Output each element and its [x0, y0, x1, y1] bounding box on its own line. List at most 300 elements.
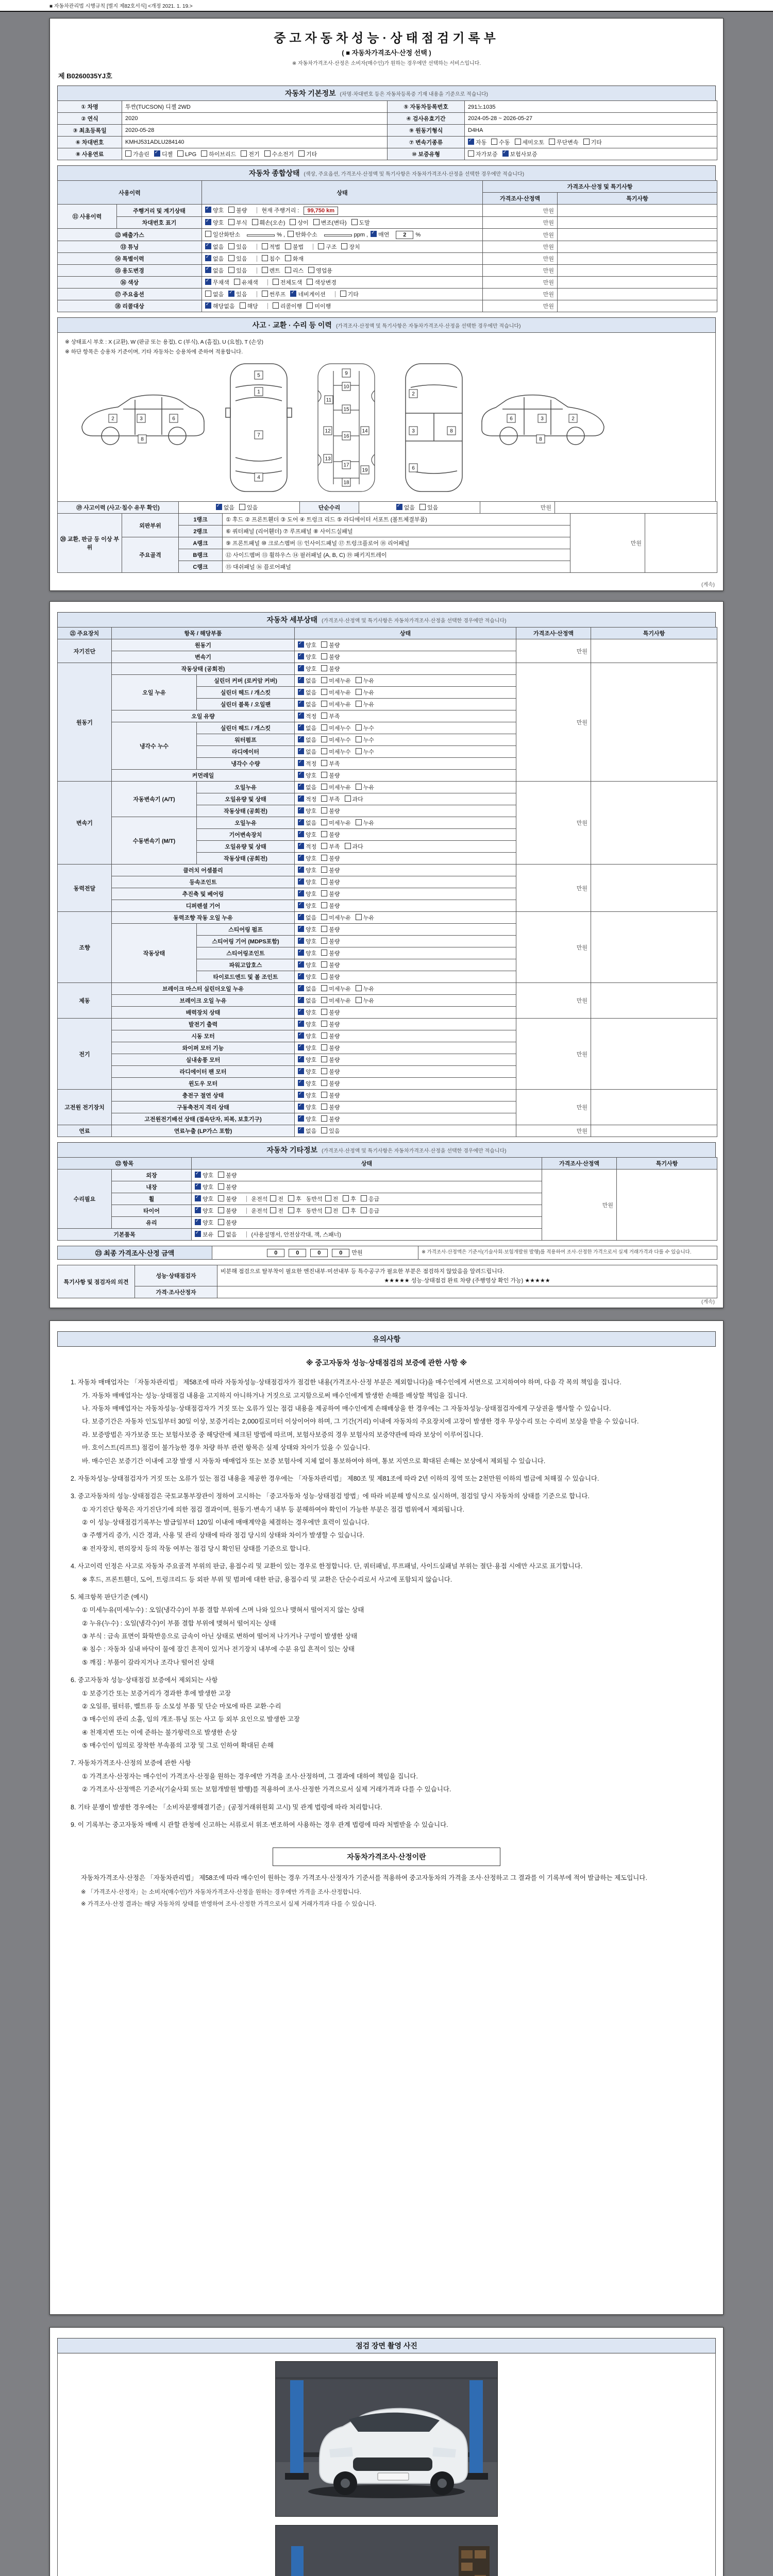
- checkbox-unchecked[interactable]: 불량: [321, 831, 340, 839]
- checkbox-unchecked[interactable]: 과다: [345, 795, 363, 803]
- checkbox-unchecked[interactable]: 적법: [262, 243, 280, 251]
- checkbox-unchecked[interactable]: 불량: [321, 961, 340, 969]
- checkbox-unchecked[interactable]: 불량: [321, 878, 340, 886]
- checkbox-checked[interactable]: ✓ 없음: [205, 243, 224, 251]
- checkbox-unchecked[interactable]: 썬루프: [262, 290, 286, 298]
- checkbox-icon: [318, 243, 324, 249]
- checkbox-checked[interactable]: ✓ 양호: [298, 1056, 316, 1064]
- checkbox-unchecked[interactable]: 수소전기: [264, 150, 294, 158]
- checkbox-icon: [321, 760, 327, 766]
- checkbox-unchecked[interactable]: 변조(변타): [313, 218, 347, 227]
- checkbox-unchecked[interactable]: 불량: [321, 973, 340, 981]
- label-cell: ⑳ 교환, 판금 등 이상 부위: [58, 514, 122, 573]
- checkbox-checked[interactable]: ✓ 양호: [298, 1115, 316, 1123]
- label-cell: 오일누유: [197, 817, 295, 829]
- checkbox-unchecked[interactable]: 불량: [321, 937, 340, 945]
- checkbox-checked[interactable]: ✓ 양호: [298, 1067, 316, 1076]
- checkbox-checked[interactable]: ✓ 없음: [298, 736, 316, 744]
- status-cell: [192, 1193, 542, 1205]
- accident-history-table: [57, 501, 717, 514]
- checkbox-checked[interactable]: ✓ 양호: [298, 902, 316, 910]
- table-row: [58, 1090, 717, 1101]
- checkbox-unchecked[interactable]: 누유: [356, 676, 374, 685]
- checkbox-unchecked[interactable]: 누유: [356, 913, 374, 922]
- notice-line: ④ 침수 : 자동차 실내 바닥이 물에 잠긴 흔적이 있거나 전기장치 내부에 수분 유입 흔적이 있는 상태: [82, 1646, 355, 1653]
- checkbox-icon: [218, 1207, 224, 1213]
- label-cell: 구동축전지 격리 상태: [112, 1101, 295, 1113]
- checkbox-unchecked[interactable]: 누유: [356, 996, 374, 1005]
- checkbox-unchecked[interactable]: 불량: [321, 665, 340, 673]
- checkbox-unchecked[interactable]: 미세누유: [321, 783, 351, 791]
- label-cell: 고전원 전기장치: [58, 1090, 112, 1125]
- checkbox-unchecked[interactable]: 상이: [290, 218, 308, 227]
- table-row: [58, 265, 717, 277]
- checkbox-unchecked[interactable]: 일산화탄소: [205, 230, 240, 239]
- status-cell: [295, 1030, 516, 1042]
- checkbox-unchecked[interactable]: 불량: [321, 1115, 340, 1123]
- checkbox-checked[interactable]: ✓ 없음: [298, 724, 316, 732]
- checkbox-checked[interactable]: ✓ 양호: [298, 1032, 316, 1040]
- label-cell: 기어변속장치: [197, 829, 295, 841]
- checkbox-checked[interactable]: ✓ 양호: [298, 937, 316, 945]
- value-box: [247, 234, 275, 236]
- svg-text:10: 10: [343, 384, 349, 390]
- label-cell: 가격조사·산정액: [542, 1158, 617, 1170]
- transmission-type: [465, 137, 717, 148]
- checkbox-unchecked[interactable]: LPG: [177, 150, 196, 158]
- checkbox-icon: [468, 150, 474, 157]
- checkbox-unchecked[interactable]: 있음: [228, 266, 247, 275]
- checkbox-checked[interactable]: ✓ 무채색: [205, 278, 229, 286]
- final-appraisal-amount: [212, 1246, 418, 1260]
- label-cell: 작동상태 (공회전): [197, 805, 295, 817]
- checkbox-unchecked[interactable]: 불량: [321, 771, 340, 779]
- table-row: [58, 1019, 717, 1030]
- checkbox-unchecked[interactable]: 유채색: [234, 278, 258, 286]
- checkbox-unchecked[interactable]: 누유: [356, 688, 374, 697]
- checkbox-icon: [288, 231, 294, 237]
- checkbox-icon: [325, 1195, 331, 1201]
- checkbox-unchecked[interactable]: 미세누유: [321, 913, 351, 922]
- value-cell: ⑮ 대쉬패널 ⑯ 플로어패널: [223, 561, 570, 573]
- checkbox-icon: [285, 267, 291, 273]
- checkbox-checked[interactable]: ✓ 양호: [298, 771, 316, 779]
- checkbox-checked[interactable]: ✓ 없음: [205, 266, 224, 275]
- checkbox-checked[interactable]: ✓ 양호: [205, 218, 224, 227]
- checkbox-checked[interactable]: ✓ 양호: [195, 1207, 213, 1215]
- checkbox-unchecked[interactable]: 미세누수: [321, 748, 351, 756]
- checkbox-unchecked[interactable]: 불량: [321, 925, 340, 934]
- checkbox-checked[interactable]: ✓ 양호: [298, 1091, 316, 1099]
- checkbox-icon: [325, 1207, 331, 1213]
- checkbox-unchecked[interactable]: 있음: [321, 1127, 340, 1135]
- checkbox-icon: [321, 1021, 327, 1027]
- checkbox-unchecked[interactable]: 전: [270, 1207, 283, 1215]
- label-cell: 특기사항: [591, 628, 717, 639]
- checkbox-checked[interactable]: ✓ 적정: [298, 795, 316, 803]
- checkbox-icon: [125, 150, 131, 157]
- checkbox-unchecked[interactable]: 부족: [321, 795, 340, 803]
- checkbox-unchecked[interactable]: 누유: [356, 700, 374, 708]
- checkbox-checked[interactable]: ✓ 양호: [298, 961, 316, 969]
- checkbox-checked[interactable]: ✓ 양호: [298, 949, 316, 957]
- label-cell: ㉓ 최종 가격조사·산정 금액: [58, 1246, 212, 1260]
- checkbox-checked[interactable]: ✓ 양호: [298, 890, 316, 898]
- checkbox-unchecked[interactable]: 있음: [228, 255, 247, 263]
- status-cell: [295, 1125, 516, 1137]
- checkbox-unchecked[interactable]: 누유: [356, 783, 374, 791]
- value-cell: ※ 가격조사·산정액은 기준서(기술사회·보험개발원 발행)를 적용하여 조사·산정한 가격으로서 실제 거래가격과 다를 수 있습니다.: [418, 1246, 717, 1260]
- checkbox-checked[interactable]: ✓ 적정: [298, 842, 316, 851]
- label-cell: 특기사항: [558, 193, 717, 205]
- warranty-type: [465, 148, 717, 160]
- checkbox-checked[interactable]: ✓ 양호: [298, 665, 316, 673]
- checkbox-unchecked[interactable]: 침수: [262, 255, 280, 263]
- checkbox-checked[interactable]: ✓ 없음: [298, 748, 316, 756]
- checkbox-unchecked[interactable]: 불량: [321, 890, 340, 898]
- notice-line: ③ 주행거리 증가, 시간 경과, 사용 및 관리 상태에 따라 점검 당시의 상태와 차이가 발생할 수 있습니다.: [82, 1532, 365, 1539]
- checkbox-unchecked[interactable]: 불량: [321, 866, 340, 874]
- checkbox-unchecked[interactable]: 있음: [228, 243, 247, 251]
- checkbox-icon: [262, 255, 268, 261]
- checkbox-unchecked[interactable]: 누수: [356, 748, 374, 756]
- checkbox-unchecked[interactable]: 리콜이행: [273, 302, 303, 310]
- notice-line: ② 이 성능·상태점검기록부는 발급일부터 120일 이내에 매매계약을 체결하는 경우에만 효력이 있습니다.: [82, 1519, 369, 1527]
- car-damage-diagram: [64, 358, 724, 497]
- checkbox-unchecked[interactable]: 응급: [361, 1195, 379, 1203]
- checkbox-checked[interactable]: ✓ 보험사보증: [502, 150, 537, 158]
- value-cell: 만원: [483, 300, 558, 312]
- checkbox-unchecked[interactable]: 후: [288, 1207, 301, 1215]
- checkbox-icon: [321, 1080, 327, 1086]
- checkbox-checked[interactable]: ✓ 없음: [298, 913, 316, 922]
- svg-text:17: 17: [343, 462, 349, 468]
- checkbox-unchecked[interactable]: 불량: [321, 1020, 340, 1028]
- checkbox-unchecked[interactable]: 불법: [285, 243, 304, 251]
- section-title: 자동차 종합상태: [248, 169, 300, 177]
- checkbox-unchecked[interactable]: 부족: [321, 712, 340, 720]
- checkbox-icon: [205, 279, 211, 285]
- checkbox-unchecked[interactable]: 전기: [241, 150, 259, 158]
- divider: [267, 303, 268, 309]
- checkbox-unchecked[interactable]: 없음: [218, 1230, 237, 1239]
- sheet-detail: [49, 601, 724, 1308]
- form-title: 중고자동차성능·상태점검기록부: [274, 31, 499, 45]
- status-cell: [295, 805, 516, 817]
- checkbox-checked[interactable]: ✓ 적정: [298, 712, 316, 720]
- checkbox-unchecked[interactable]: 무단변속: [549, 138, 579, 146]
- checkbox-unchecked[interactable]: 불량: [321, 1032, 340, 1040]
- checkbox-checked[interactable]: ✓ 없음: [298, 985, 316, 993]
- checkbox-icon: [321, 677, 327, 683]
- value-cell: ⑫ 사이드멤버 ⑬ 휠하우스 ⑭ 필러패널 (A, B, C) ⑲ 패키지트레이: [223, 549, 570, 561]
- table-row: [58, 1125, 717, 1137]
- checkbox-icon: [298, 665, 304, 671]
- section-title: 유의사항: [372, 1335, 401, 1343]
- inline-label: 동반석: [306, 1196, 323, 1202]
- checkbox-icon: [419, 504, 426, 510]
- checkbox-unchecked[interactable]: 훼손(오손): [252, 218, 285, 227]
- label-cell: ⑭ 특별이력: [58, 253, 202, 265]
- checkbox-unchecked[interactable]: 미세누유: [321, 985, 351, 993]
- checkbox-icon: [262, 243, 268, 249]
- checkbox-checked[interactable]: ✓ 양호: [298, 1020, 316, 1028]
- checkbox-unchecked[interactable]: 미세누수: [321, 736, 351, 744]
- checkbox-unchecked[interactable]: 미이행: [307, 302, 331, 310]
- table-row: [58, 137, 717, 148]
- status-cell: [295, 1019, 516, 1030]
- checkbox-checked[interactable]: ✓ 없음: [298, 1127, 316, 1135]
- checkbox-icon: [321, 950, 327, 956]
- checkbox-icon: [228, 291, 234, 297]
- checkbox-icon: [343, 1195, 349, 1201]
- checkbox-checked[interactable]: ✓ 있음: [228, 290, 247, 298]
- checkbox-unchecked[interactable]: 전: [325, 1195, 339, 1203]
- checkbox-checked[interactable]: ✓ 양호: [195, 1195, 213, 1203]
- checkbox-checked[interactable]: ✓ 디젤: [154, 150, 173, 158]
- status-cell: [192, 1181, 542, 1193]
- svg-text:15: 15: [343, 406, 349, 413]
- label-cell: 1랭크: [179, 514, 223, 526]
- checkbox-checked[interactable]: ✓ 없음: [298, 700, 316, 708]
- checkbox-icon: [298, 1092, 304, 1098]
- checkbox-checked[interactable]: ✓ 없음: [396, 503, 415, 512]
- checkbox-checked[interactable]: ✓ 없음: [298, 676, 316, 685]
- checkbox-unchecked[interactable]: 누수: [356, 724, 374, 732]
- checkbox-unchecked[interactable]: 누수: [356, 736, 374, 744]
- checkbox-checked[interactable]: ✓ 없음: [216, 503, 234, 512]
- label-cell: 실내송풍 모터: [112, 1054, 295, 1066]
- label-cell: 라디에이터 팬 모터: [112, 1066, 295, 1078]
- label-cell: 충전구 절연 상태: [112, 1090, 295, 1101]
- checkbox-unchecked[interactable]: 후: [343, 1207, 356, 1215]
- checkbox-icon: [356, 997, 362, 1003]
- checkbox-unchecked[interactable]: 응급: [361, 1207, 379, 1215]
- value-cell: 만원: [483, 205, 558, 217]
- checkbox-unchecked[interactable]: 미세누유: [321, 676, 351, 685]
- checkbox-unchecked[interactable]: 전: [325, 1207, 339, 1215]
- checkbox-icon: [205, 207, 211, 213]
- checkbox-checked[interactable]: ✓ 양호: [298, 1103, 316, 1111]
- value-cell: [558, 229, 717, 241]
- checkbox-checked[interactable]: ✓ 양호: [298, 807, 316, 815]
- checkbox-unchecked[interactable]: 미세누유: [321, 996, 351, 1005]
- status-cell: [295, 1066, 516, 1078]
- checkbox-unchecked[interactable]: 미세누수: [321, 724, 351, 732]
- svg-text:7: 7: [257, 432, 260, 438]
- checkbox-unchecked[interactable]: 미세누유: [321, 700, 351, 708]
- checkbox-unchecked[interactable]: 부족: [321, 842, 340, 851]
- status-cell: [295, 900, 516, 912]
- notice-line: ⑤ 깨짐 : 부품이 갈라지거나 조각나 떨어진 상태: [82, 1658, 214, 1666]
- status-cell: [295, 675, 516, 687]
- checkbox-unchecked[interactable]: 불량: [321, 902, 340, 910]
- checkbox-checked[interactable]: ✓ 없음: [298, 819, 316, 827]
- checkbox-checked[interactable]: ✓ 적정: [298, 759, 316, 768]
- checkbox-icon: [273, 302, 279, 309]
- checkbox-unchecked[interactable]: 영업용: [308, 266, 332, 275]
- checkbox-checked[interactable]: ✓ 양호: [298, 866, 316, 874]
- value-cell: 만원: [516, 1125, 591, 1137]
- checkbox-unchecked[interactable]: 구조: [318, 243, 337, 251]
- checkbox-unchecked[interactable]: 불량: [321, 1103, 340, 1111]
- divider: [246, 1231, 247, 1238]
- svg-text:3: 3: [140, 416, 143, 422]
- checkbox-checked[interactable]: ✓ 보유: [195, 1230, 213, 1239]
- checkbox-unchecked[interactable]: 불량: [321, 1091, 340, 1099]
- checkbox-unchecked[interactable]: 불량: [321, 1079, 340, 1088]
- label-cell: ⑰ 주요옵션: [58, 289, 202, 300]
- checkbox-unchecked[interactable]: 후: [288, 1195, 301, 1203]
- checkbox-unchecked[interactable]: 불량: [321, 1008, 340, 1016]
- checkbox-checked[interactable]: ✓ 양호: [298, 1044, 316, 1052]
- checkbox-checked[interactable]: ✓ 양호: [195, 1183, 213, 1191]
- checkbox-icon: [356, 724, 362, 731]
- appraisal-note-2: ※ 가격조사·산정 결과는 해당 자동차의 상태를 반영하여 조사·산정한 가격으로서 실제 거래가격과 다를 수 있습니다.: [81, 1901, 377, 1907]
- checkbox-unchecked[interactable]: 탄화수소: [288, 230, 317, 239]
- checkbox-unchecked[interactable]: 리스: [285, 266, 304, 275]
- checkbox-checked[interactable]: ✓ 양호: [195, 1218, 213, 1227]
- value-cell: 만원: [516, 912, 591, 983]
- notice-line: 가. 자동차 매매업자는 성능·상태점검 내용을 고지하지 아니하거나 거짓으로 고지함으로써 매수인에게 발생한 손해를 배상할 책임을 집니다.: [82, 1392, 468, 1399]
- checkbox-unchecked[interactable]: 불량: [321, 1067, 340, 1076]
- value-cell: ⑨ 프론트패널 ⑩ 크로스멤버 ⑪ 인사이드패널 ⑰ 트렁크플로어 ⑱ 리어패널: [223, 537, 570, 549]
- checkbox-unchecked[interactable]: 기타: [340, 290, 359, 298]
- label-cell: 상태: [192, 1158, 542, 1170]
- checkbox-unchecked[interactable]: 누유: [356, 819, 374, 827]
- value-cell: [591, 663, 717, 782]
- checkbox-checked[interactable]: ✓ 네비게이션: [290, 290, 325, 298]
- checkbox-checked[interactable]: ✓ 양호: [298, 1008, 316, 1016]
- checkbox-unchecked[interactable]: 해당: [240, 302, 258, 310]
- label-cell: 작동상태 (공회전): [197, 853, 295, 865]
- checkbox-unchecked[interactable]: 전: [270, 1195, 283, 1203]
- checkbox-unchecked[interactable]: 자가보증: [468, 150, 498, 158]
- checkbox-checked[interactable]: ✓ 양호: [298, 925, 316, 934]
- checkbox-unchecked[interactable]: 색상변경: [307, 278, 337, 286]
- value-cell: ⑥ 쿼터패널 (리어휀더) ⑦ 루프패널 ⑧ 사이드실패널: [223, 526, 570, 537]
- basic-info-table: [57, 100, 717, 160]
- checkbox-unchecked[interactable]: 없음: [205, 290, 224, 298]
- checkbox-icon: [298, 713, 304, 719]
- checkbox-icon: [195, 1219, 201, 1225]
- checkbox-unchecked[interactable]: 장치: [341, 243, 360, 251]
- checkbox-unchecked[interactable]: 불량: [218, 1195, 237, 1203]
- checkbox-checked[interactable]: ✓ 양호: [298, 641, 316, 649]
- svg-text:12: 12: [325, 428, 331, 434]
- checkbox-unchecked[interactable]: 과다: [345, 842, 363, 851]
- checkbox-unchecked[interactable]: 부식: [228, 218, 247, 227]
- checkbox-unchecked[interactable]: 가솔린: [125, 150, 149, 158]
- checkbox-unchecked[interactable]: 불량: [321, 641, 340, 649]
- checkbox-unchecked[interactable]: 불량: [321, 854, 340, 862]
- checkbox-icon: [195, 1207, 201, 1213]
- label-cell: 동력전달: [58, 865, 112, 912]
- label-cell: 변속기: [58, 782, 112, 865]
- checkbox-unchecked[interactable]: 불량: [321, 653, 340, 661]
- checkbox-unchecked[interactable]: 불량: [218, 1171, 237, 1179]
- checkbox-unchecked[interactable]: 부족: [321, 759, 340, 768]
- checkbox-icon: [298, 701, 304, 707]
- checkbox-icon: [205, 267, 211, 273]
- final-amount-table: [57, 1246, 717, 1260]
- checkbox-unchecked[interactable]: 불량: [321, 949, 340, 957]
- label-cell: 오일 유량: [112, 710, 295, 722]
- checkbox-checked[interactable]: ✓ 양호: [205, 206, 224, 214]
- checkbox-checked[interactable]: ✓ 매연: [371, 230, 389, 239]
- checkbox-checked[interactable]: ✓ 없음: [298, 996, 316, 1005]
- checkbox-unchecked[interactable]: 도말: [351, 218, 370, 227]
- checkbox-unchecked[interactable]: 불량: [321, 1044, 340, 1052]
- checkbox-icon: [218, 1195, 224, 1201]
- checkbox-unchecked[interactable]: 기타: [298, 150, 317, 158]
- checkbox-unchecked[interactable]: 후: [343, 1195, 356, 1203]
- checkbox-unchecked[interactable]: 누유: [356, 985, 374, 993]
- table-row: [58, 148, 717, 160]
- checkbox-checked[interactable]: ✓ 해당없음: [205, 302, 235, 310]
- status-cell: [295, 734, 516, 746]
- checkbox-checked[interactable]: ✓ 양호: [298, 831, 316, 839]
- section-note: (차명·차대번호 등은 자동차등록증 기재 내용을 기준으로 적습니다): [340, 92, 489, 97]
- value-box: 0: [267, 1249, 284, 1257]
- checkbox-checked[interactable]: ✓ 양호: [298, 1079, 316, 1088]
- checkbox-unchecked[interactable]: 전체도색: [273, 278, 303, 286]
- checkbox-icon: [241, 150, 247, 157]
- checkbox-unchecked[interactable]: 수동: [491, 138, 510, 146]
- checkbox-icon: [298, 985, 304, 991]
- checkbox-icon: [356, 914, 362, 920]
- svg-text:8: 8: [141, 436, 144, 443]
- checkbox-unchecked[interactable]: 있음: [419, 503, 438, 512]
- checkbox-checked[interactable]: ✓ 없음: [205, 255, 224, 263]
- checkbox-checked[interactable]: ✓ 없음: [298, 688, 316, 697]
- checkbox-icon: [298, 890, 304, 896]
- checkbox-unchecked[interactable]: 미세누유: [321, 819, 351, 827]
- checkbox-unchecked[interactable]: 있음: [239, 503, 258, 512]
- checkbox-unchecked[interactable]: 불량: [228, 206, 247, 214]
- checkbox-unchecked[interactable]: 세미오토: [515, 138, 545, 146]
- checkbox-unchecked[interactable]: 불량: [218, 1183, 237, 1191]
- inline-label: %: [415, 232, 421, 238]
- checkbox-unchecked[interactable]: 기타: [583, 138, 602, 146]
- checkbox-unchecked[interactable]: 불량: [218, 1218, 237, 1227]
- label-cell: ⑪ 사용이력: [58, 205, 117, 229]
- checkbox-unchecked[interactable]: 하이브리드: [201, 150, 236, 158]
- checkbox-checked[interactable]: ✓ 양호: [298, 878, 316, 886]
- status-cell: [192, 1205, 542, 1217]
- checkbox-icon: [195, 1183, 201, 1190]
- value-box: 2: [396, 231, 413, 239]
- checkbox-unchecked[interactable]: 화재: [285, 255, 304, 263]
- value-cell: [591, 639, 717, 663]
- section-title: 자동차 세부상태: [266, 616, 318, 624]
- checkbox-icon: [321, 1068, 327, 1074]
- checkbox-checked[interactable]: ✓ 양호: [298, 854, 316, 862]
- checkbox-unchecked[interactable]: 미세누유: [321, 688, 351, 697]
- checkbox-unchecked[interactable]: 렌트: [262, 266, 280, 275]
- status-cell: [295, 746, 516, 758]
- label-cell: 작동상태: [112, 924, 197, 983]
- checkbox-checked[interactable]: ✓ 양호: [298, 653, 316, 661]
- checkbox-icon: [502, 150, 509, 157]
- checkbox-checked[interactable]: ✓ 없음: [298, 783, 316, 791]
- checkbox-checked[interactable]: ✓ 양호: [298, 973, 316, 981]
- checkbox-checked[interactable]: ✓ 양호: [195, 1171, 213, 1179]
- checkbox-checked[interactable]: ✓ 자동: [468, 138, 486, 146]
- checkbox-unchecked[interactable]: 불량: [218, 1207, 237, 1215]
- checkbox-unchecked[interactable]: 불량: [321, 1056, 340, 1064]
- checkbox-unchecked[interactable]: 불량: [321, 807, 340, 815]
